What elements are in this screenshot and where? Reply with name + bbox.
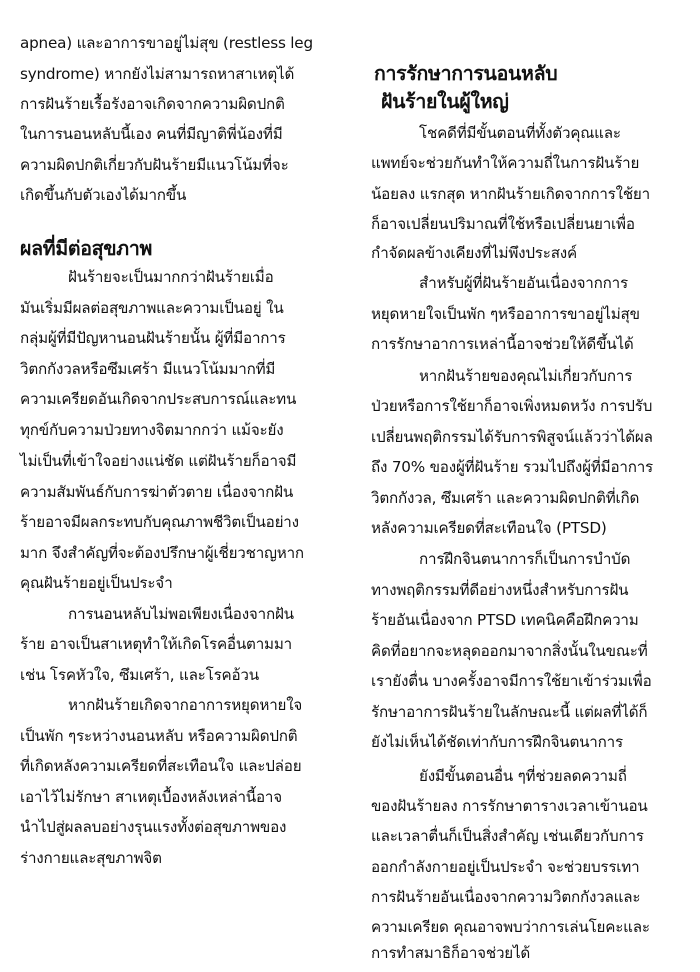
text-line: การฝันร้ายเรื้อรังอาจเกิดจากความผิดปกติ [20,95,285,113]
text-line: ป่วยหรือการใช้ยาก็อาจเพิ่งหมดหวัง การปรับ [371,397,653,415]
text-line: การทำสมาธิก็อาจช่วยได้ [371,944,531,962]
text-line: นำไปสู่ผลลบอย่างรุนแรงทั้งต่อสุขภาพของ [20,818,287,836]
text-line: วิตกกังวลหรือซึมเศร้า มีแนวโน้มมากที่มี [20,360,276,378]
section-heading-health-effects: ผลที่มีต่อสุขภาพ [20,237,153,260]
text-line: ไม่เป็นที่เข้าใจอย่างแน่ชัด แต่ฝันร้ายก็อาจมี [20,452,297,470]
text-line: ความเครียดอันเกิดจากประสบการณ์และทน [20,390,297,408]
text-line: เอาไว้ไม่รักษา สาเหตุเบื้องหลังเหล่านี้อาจ [20,788,282,806]
text-line: ยังไม่เห็นได้ชัดเท่ากับการฝึกจินตนาการ [371,733,623,751]
text-line: แพทย์จะช่วยกันทำให้ความถี่ในการฝันร้าย [371,154,640,172]
text-line: รักษาอาการฝันร้ายในลักษณะนี้ แต่ผลที่ได้ก็ [371,703,648,721]
text-line: ยังมีขั้นตอนอื่น ๆที่ช่วยลดความถี่ [419,767,627,785]
section-heading-treatment-line2: ฝันร้ายในผู้ใหญ่ [381,90,509,113]
text-line: หากฝันร้ายเกิดจากอาการหยุดหายใจ [68,696,303,714]
text-line: ทุกข์กับความป่วยทางจิตมากกว่า แม้จะยัง [20,421,284,439]
text-line: ความสัมพันธ์กับการฆ่าตัวตาย เนื่องจากฝัน [20,483,294,501]
text-line: การรักษาอาการเหล่านี้อาจช่วยให้ดีขึ้นได้ [371,335,634,353]
text-line: syndrome) หากยังไม่สามารถหาสาเหตุได้ [20,65,295,83]
text-line: และเวลาตื่นก็เป็นสิ่งสำคัญ เช่นเดียวกับการ [371,827,644,845]
text-line: ที่เกิดหลังความเครียดที่สะเทือนใจ และปล่อย [20,757,302,775]
text-line: ความเครียด คุณอาจพบว่าการเล่นโยคะและ [371,918,650,936]
text-line: วิตกกังวล, ซึมเศร้า และความผิดปกติที่เกิด [371,489,640,507]
text-line: ของฝันร้ายลง การรักษาตารางเวลาเข้านอน [371,797,648,815]
text-line: เรายังตื่น บางครั้งอาจมีการใช้ยาเข้าร่วมเพื่อ [371,672,652,690]
text-line: คุณฝันร้ายอยู่เป็นประจำ [20,574,173,592]
text-line: การฝึกจินตนาการก็เป็นการบำบัด [419,550,631,568]
text-line: ก็อาจเปลี่ยนปริมาณที่ใช้หรือเปลี่ยนยาเพื่อ [371,215,635,233]
text-line: apnea) และอาการขาอยู่ไม่สุข (restless leg [20,34,313,52]
text-line: หยุดหายใจเป็นพัก ๆหรืออาการขาอยู่ไม่สุข [371,305,640,323]
text-line: หากฝันร้ายของคุณไม่เกี่ยวกับการ [419,367,633,385]
text-line: มันเริ่มมีผลต่อสุขภาพและความเป็นอยู่ ใน [20,299,284,317]
text-line: ออกกำลังกายอยู่เป็นประจำ จะช่วยบรรเทา [371,858,640,876]
text-line: การฝันร้ายอันเนื่องจากความวิตกกังวลและ [371,888,641,906]
text-line: ร้าย อาจเป็นสาเหตุทำให้เกิดโรคอื่นตามมา [20,635,292,653]
text-line: ร้ายอาจมีผลกระทบกับคุณภาพชีวิตเป็นอย่าง [20,513,299,531]
text-line: สำหรับผู้ที่ฝันร้ายอันเนื่องจากการ [419,274,628,292]
text-line: กลุ่มผู้ที่มีปัญหานอนฝันร้ายนั้น ผู้ที่มีอาการ [20,329,286,347]
text-line: คิดที่อยากจะหลุดออกมาจากสิ่งนั้นในขณะที่ [371,642,648,660]
section-heading-treatment: การรักษาการนอนหลับ [374,62,558,85]
text-line: ร่างกายและสุขภาพจิต [20,849,162,867]
text-line: เป็นพัก ๆระหว่างนอนหลับ หรือความผิดปกติ [20,727,298,745]
text-line: มาก จึงสำคัญที่จะต้องปรึกษาผู้เชี่ยวชาญหาก [20,544,304,562]
text-line: ฝันร้ายจะเป็นมากกว่าฝันร้ายเมื่อ [68,268,274,286]
text-line: ร้ายอันเนื่องจาก PTSD เทคนิคคือฝึกความ [371,611,639,629]
text-line: เปลี่ยนพฤติกรรมได้รับการพิสูจน์แล้วว่าได้ผล [371,428,653,446]
text-line: น้อยลง แรกสุด หากฝันร้ายเกิดจากการใช้ยา [371,185,650,203]
text-line: เกิดขึ้นกับตัวเองได้มากขึ้น [20,186,187,204]
text-line: โชคดีที่มีขั้นตอนที่ทั้งตัวคุณและ [419,124,621,142]
text-line: หลังความเครียดที่สะเทือนใจ (PTSD) [371,519,607,537]
text-line: กำจัดผลข้างเคียงที่ไม่พึงประสงค์ [371,244,577,262]
text-line: ความผิดปกติเกี่ยวกับฝันร้ายมีแนวโน้มที่จะ [20,156,289,174]
text-line: ถึง 70% ของผู้ที่ฝันร้าย รวมไปถึงผู้ที่มีอาการ [371,458,653,476]
text-line: การนอนหลับไม่พอเพียงเนื่องจากฝัน [68,605,294,623]
text-line: ในการนอนหลับนี้เอง คนที่มีญาติพี่น้องที่มี [20,125,283,143]
text-line: เช่น โรคหัวใจ, ซึมเศร้า, และโรคอ้วน [20,666,259,684]
text-line: ทางพฤติกรรมที่ดีอย่างหนึ่งสำหรับการฝัน [371,581,629,599]
